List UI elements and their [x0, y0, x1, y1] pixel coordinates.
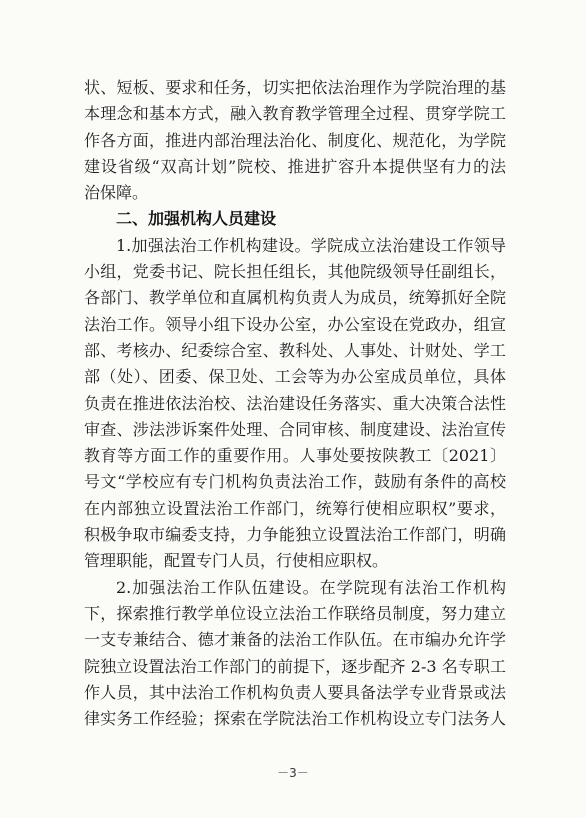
text-line: 在内部独立设置法治工作部门，统筹行使相应职权”要求， [84, 498, 506, 518]
text-line: 管理职能，配置专门人员，行使相应职权。 [84, 551, 389, 571]
document-body [84, 75, 506, 732]
text-line: 教育等方面工作的重要作用。人事处要按陕教工〔2021〕 [84, 446, 506, 466]
text-line: 法治工作。领导小组下设办公室，办公室设在党政办，组宣 [84, 314, 506, 334]
section-heading: 二、加强机构人员建设 [116, 209, 277, 229]
text-line: 下，探索推行教学单位设立法治工作联络员制度，努力建立 [84, 603, 506, 623]
text-line: 本理念和基本方式，融入教育教学管理全过程、贯穿学院工 [84, 104, 506, 124]
text-line: 部（处）、团委、保卫处、工会等为办公室成员单位，具体 [84, 367, 506, 387]
text-line: 各部门、教学单位和直属机构负责人为成员，统筹抓好全院 [84, 288, 506, 308]
text-line: 审查、涉法涉诉案件处理、合同审核、制度建设、法治宣传 [84, 419, 506, 439]
text-line: 部、考核办、纪委综合室、教科处、人事处、计财处、学工 [84, 340, 506, 360]
text-line: 状、短板、要求和任务，切实把依法治理作为学院治理的基 [84, 78, 506, 97]
page-number: －3－ [277, 766, 309, 780]
text-line: 小组，党委书记、院长担任组长，其他院级领导任副组长， [84, 262, 506, 282]
text-line: 负责在推进依法治校、法治建设任务落实、重大决策合法性 [84, 393, 506, 413]
text-line: 号文“学校应有专门机构负责法治工作，鼓励有条件的高校 [84, 472, 506, 492]
text-line: 作各方面，推进内部治理法治化、制度化、规范化，为学院 [84, 130, 506, 150]
text-line: 作人员，其中法治工作机构负责人要具备法学专业背景或法 [84, 682, 506, 702]
text-line: 律实务工作经验；探索在学院法治工作机构设立专门法务人 [84, 709, 506, 729]
text-line: 治保障。 [84, 183, 149, 203]
text-line: 建设省级“双高计划”院校、推进扩容升本提供坚有力的法 [84, 156, 506, 176]
text-line: 2.加强法治工作队伍建设。在学院现有法治工作机构 [116, 577, 506, 597]
text-line: 院独立设置法治工作部门的前提下，逐步配齐 2-3 名专职工 [84, 656, 506, 676]
text-line: 一支专兼结合、德才兼备的法治工作队伍。在市编办允许学 [84, 630, 506, 650]
text-line: 积极争取市编委支持，力争能独立设置法治工作部门，明确 [84, 525, 506, 545]
text-line: 1.加强法治工作机构建设。学院成立法治建设工作领导 [116, 235, 506, 255]
